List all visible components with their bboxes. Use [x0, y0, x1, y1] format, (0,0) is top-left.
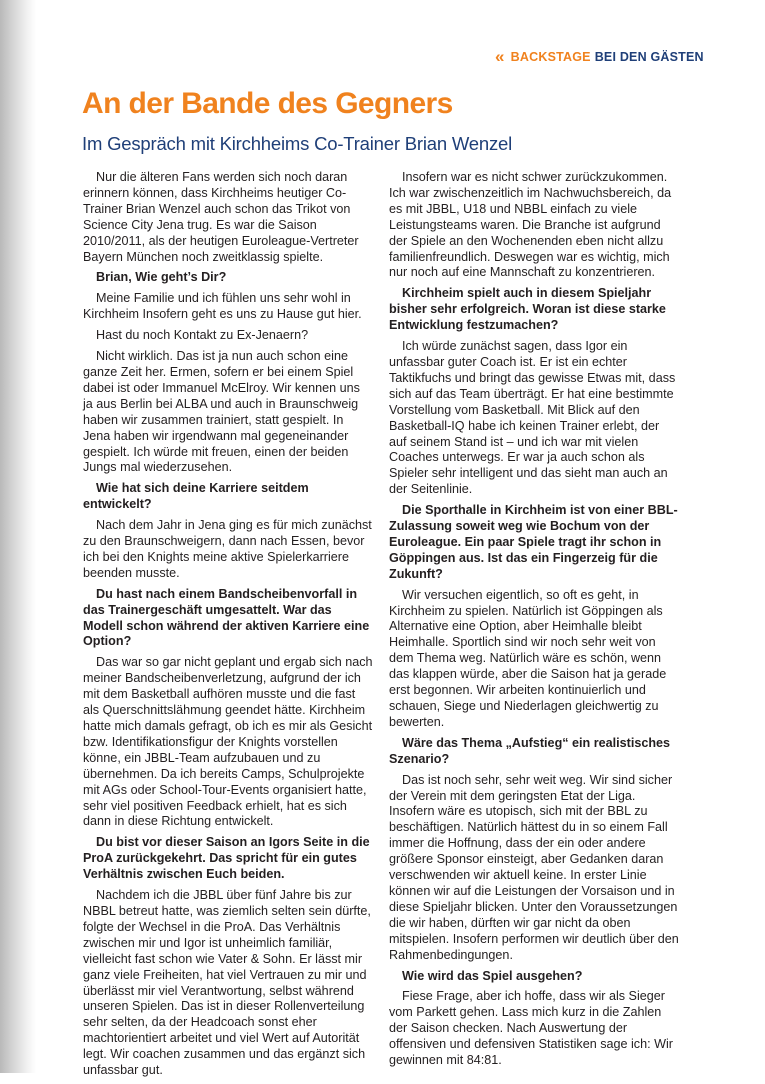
body-paragraph: Nicht wirklich. Das ist ja nun auch schon eine ganze Zeit her. Ermen, sofern er bei einem Spiel dabei ist oder Immanuel McElroy. Wir kennen uns ja aus Berlin bei ALBA und auch in Braunschweig haben wir zusammen trainiert, statt gespielt. In Jena haben wir irgendwann mal gegeneinander gespielt. Ich würde mit freuen, einen der beiden Jungs mal wiederzusehen. — [83, 349, 360, 475]
kicker-backstage: BACKSTAGE — [510, 49, 591, 64]
article-headline: An der Bande des Gegners — [82, 87, 453, 120]
interview-question: Du hast nach einem Bandscheibenvorfall in das Trainergeschäft umgesattelt. War das Modell schon während der aktiven Karriere eine Option? — [83, 586, 370, 649]
body-paragraph: Wir versuchen eigentlich, so oft es geht, in Kirchheim zu spielen. Natürlich ist Göppingen als Alternative eine Option, aber Heimhalle bleibt Heimhalle. Sportlich sind wir noch sehr weit von dem Thema weg. Natürlich wäre es schön, wenn das klappen würde, aber die Saison hat ja gerade erst begonnen. Wir arbeiten kontinuierlich und schauen, Siege und Niederlagen gleichwertig zu bewerten. — [389, 587, 667, 729]
kicker-bei-den-gaesten: BEI DEN GÄSTEN — [594, 49, 704, 64]
body-paragraph: Das ist noch sehr, sehr weit weg. Wir sind sicher der Verein mit dem geringsten Etat der Liga. Insofern wäre es utopisch, sich mit der BBL zu beschäftigen. Natürlich hättest du in so einem Fall immer die Hoffnung, dass der ein oder andere größere Sponsor einsteigt, aber Gedanken daran verschwenden wir aktuell keine. In erster Linie können wir auf die Leistungen der Vorsaison und in diese Spieljahr blicken. Unter den Voraussetzungen die wir haben, dürften wir gar nicht da oben mitspielen. Insofern performen wir deutlich über den Rahmenbedingungen. — [389, 772, 679, 962]
double-chevron-left-icon: « — [495, 47, 505, 66]
body-paragraph: Nach dem Jahr in Jena ging es für mich zunächst zu den Braunschweigern, dann nach Essen, bevor ich bei den Knights meine aktive Spielerkarriere beenden musste. — [83, 518, 372, 580]
body-paragraph: Ich würde zunächst sagen, dass Igor ein unfassbar guter Coach ist. Er ist ein echter Taktikfuchs und bringt das gewisse Etwas mit, dass sich auf das Team überträgt. Er hat eine bestimmte Vorstellung vom Basketball. Mit Blick auf den Basketball-IQ habe ich keinen Trainer erlebt, der auf seinem Stand ist – und ich war mit vielen Coaches unterwegs. Er war ja auch schon als Spieler sehr intelligent und das sieht man auch an der Seitenlinie. — [389, 339, 676, 497]
article-column-right — [389, 170, 679, 1074]
interview-question: Kirchheim spielt auch in diesem Spieljahr bisher sehr erfolgreich. Woran ist diese starke Entwicklung festzumachen? — [389, 286, 666, 333]
interview-question: Wäre das Thema „Aufstieg“ ein realistisches Szenario? — [389, 735, 671, 766]
interview-question: Brian, Wie geht’s Dir? — [96, 270, 227, 285]
page-binding-shadow — [0, 0, 36, 1073]
interview-question: Wie wird das Spiel ausgehen? — [402, 968, 583, 983]
body-paragraph: Das war so gar nicht geplant und ergab sich nach meiner Bandscheibenverletzung, aufgrund der ich mit dem Basketball aufhören musste und die fast als Querschnittslähmung geendet hätte. Kirchheim hatte mich damals gefragt, ob ich es mir als Gesicht bzw. Identifikationsfigur der Knights vorstellen könne, ein JBBL-Team aufzubauen und zu übernehmen. Da ich bereits Camps, Schulprojekte mit AGs oder School-Tour-Events organisiert hatte, sehr viel positiven Feedback erhielt, hat es sich dann in diese Richtung entwickelt. — [83, 655, 373, 829]
body-paragraph: Fiese Frage, aber ich hoffe, dass wir als Sieger vom Parkett gehen. Lass mich kurz in die Zahlen der Saison checken. Nach Auswertung der offensiven und defensiven Statistiken sage ich: Wir gewinnen mit 84:81. — [389, 989, 673, 1068]
body-paragraph: Insofern war es nicht schwer zurückzukommen. Ich war zwischenzeitlich im Nachwuchsbereich, da es mit JBBL, U18 und NBBL einfach zu viele Leistungsteams waren. Die Branche ist aufgrund der Spiele an den Wochenenden eben nicht allzu familienfreundlich. Deswegen war es wichtig, mich nur noch auf eine Mannschaft zu konzentrieren. — [389, 170, 672, 280]
article-column-left — [83, 170, 373, 1084]
body-paragraph: Nur die älteren Fans werden sich noch daran erinnern können, dass Kirchheims heutiger Co-Trainer Brian Wenzel auch schon das Trikot von Science City Jena trug. Es war die Saison 2010/2011, als der heutigen Euroleague-Vertreter Bayern München noch zweitklassig spielte. — [83, 170, 359, 264]
interview-question: Du bist vor dieser Saison an Igors Seite in die ProA zurückgekehrt. Das spricht für ein gutes Verhältnis zwischen Euch beiden. — [83, 835, 370, 882]
article-subline: Im Gespräch mit Kirchheims Co-Trainer Brian Wenzel — [82, 133, 513, 154]
body-paragraph: Hast du noch Kontakt zu Ex-Jenaern? — [96, 328, 309, 343]
body-paragraph: Meine Familie und ich fühlen uns sehr wohl in Kirchheim Insofern geht es uns zu Hause gut hier. — [83, 291, 362, 322]
body-paragraph: Nachdem ich die JBBL über fünf Jahre bis zur NBBL betreut hatte, was ziemlich selten sein dürfte, folgte der Wechsel in die ProA. Das Verhältnis zwischen mir und Igor ist unheimlich familiär, vielleicht fast schon wie Vater & Sohn. Er lässt mir ganz viele Freiheiten, hat viel Vertrauen zu mir und überlässt mir viel Verantwortung, selbst während unseren Spielen. Das ist in dieser Rollenverteilung sehr selten, da der Headcoach sonst eher machtorientiert arbeitet und viel Wert auf Autorität legt. Wir coachen zusammen und das ergänzt sich unfassbar gut. — [83, 888, 371, 1078]
interview-question: Wie hat sich deine Karriere seitdem entwickelt? — [83, 481, 309, 512]
section-kicker — [495, 48, 704, 65]
interview-question: Die Sporthalle in Kirchheim ist von einer BBL-Zulassung soweit weg wie Bochum von der Euroleague. Ein paar Spiele tragt ihr schon in Göppingen aus. Ist das ein Fingerzeig für die Zukunft? — [389, 503, 678, 581]
